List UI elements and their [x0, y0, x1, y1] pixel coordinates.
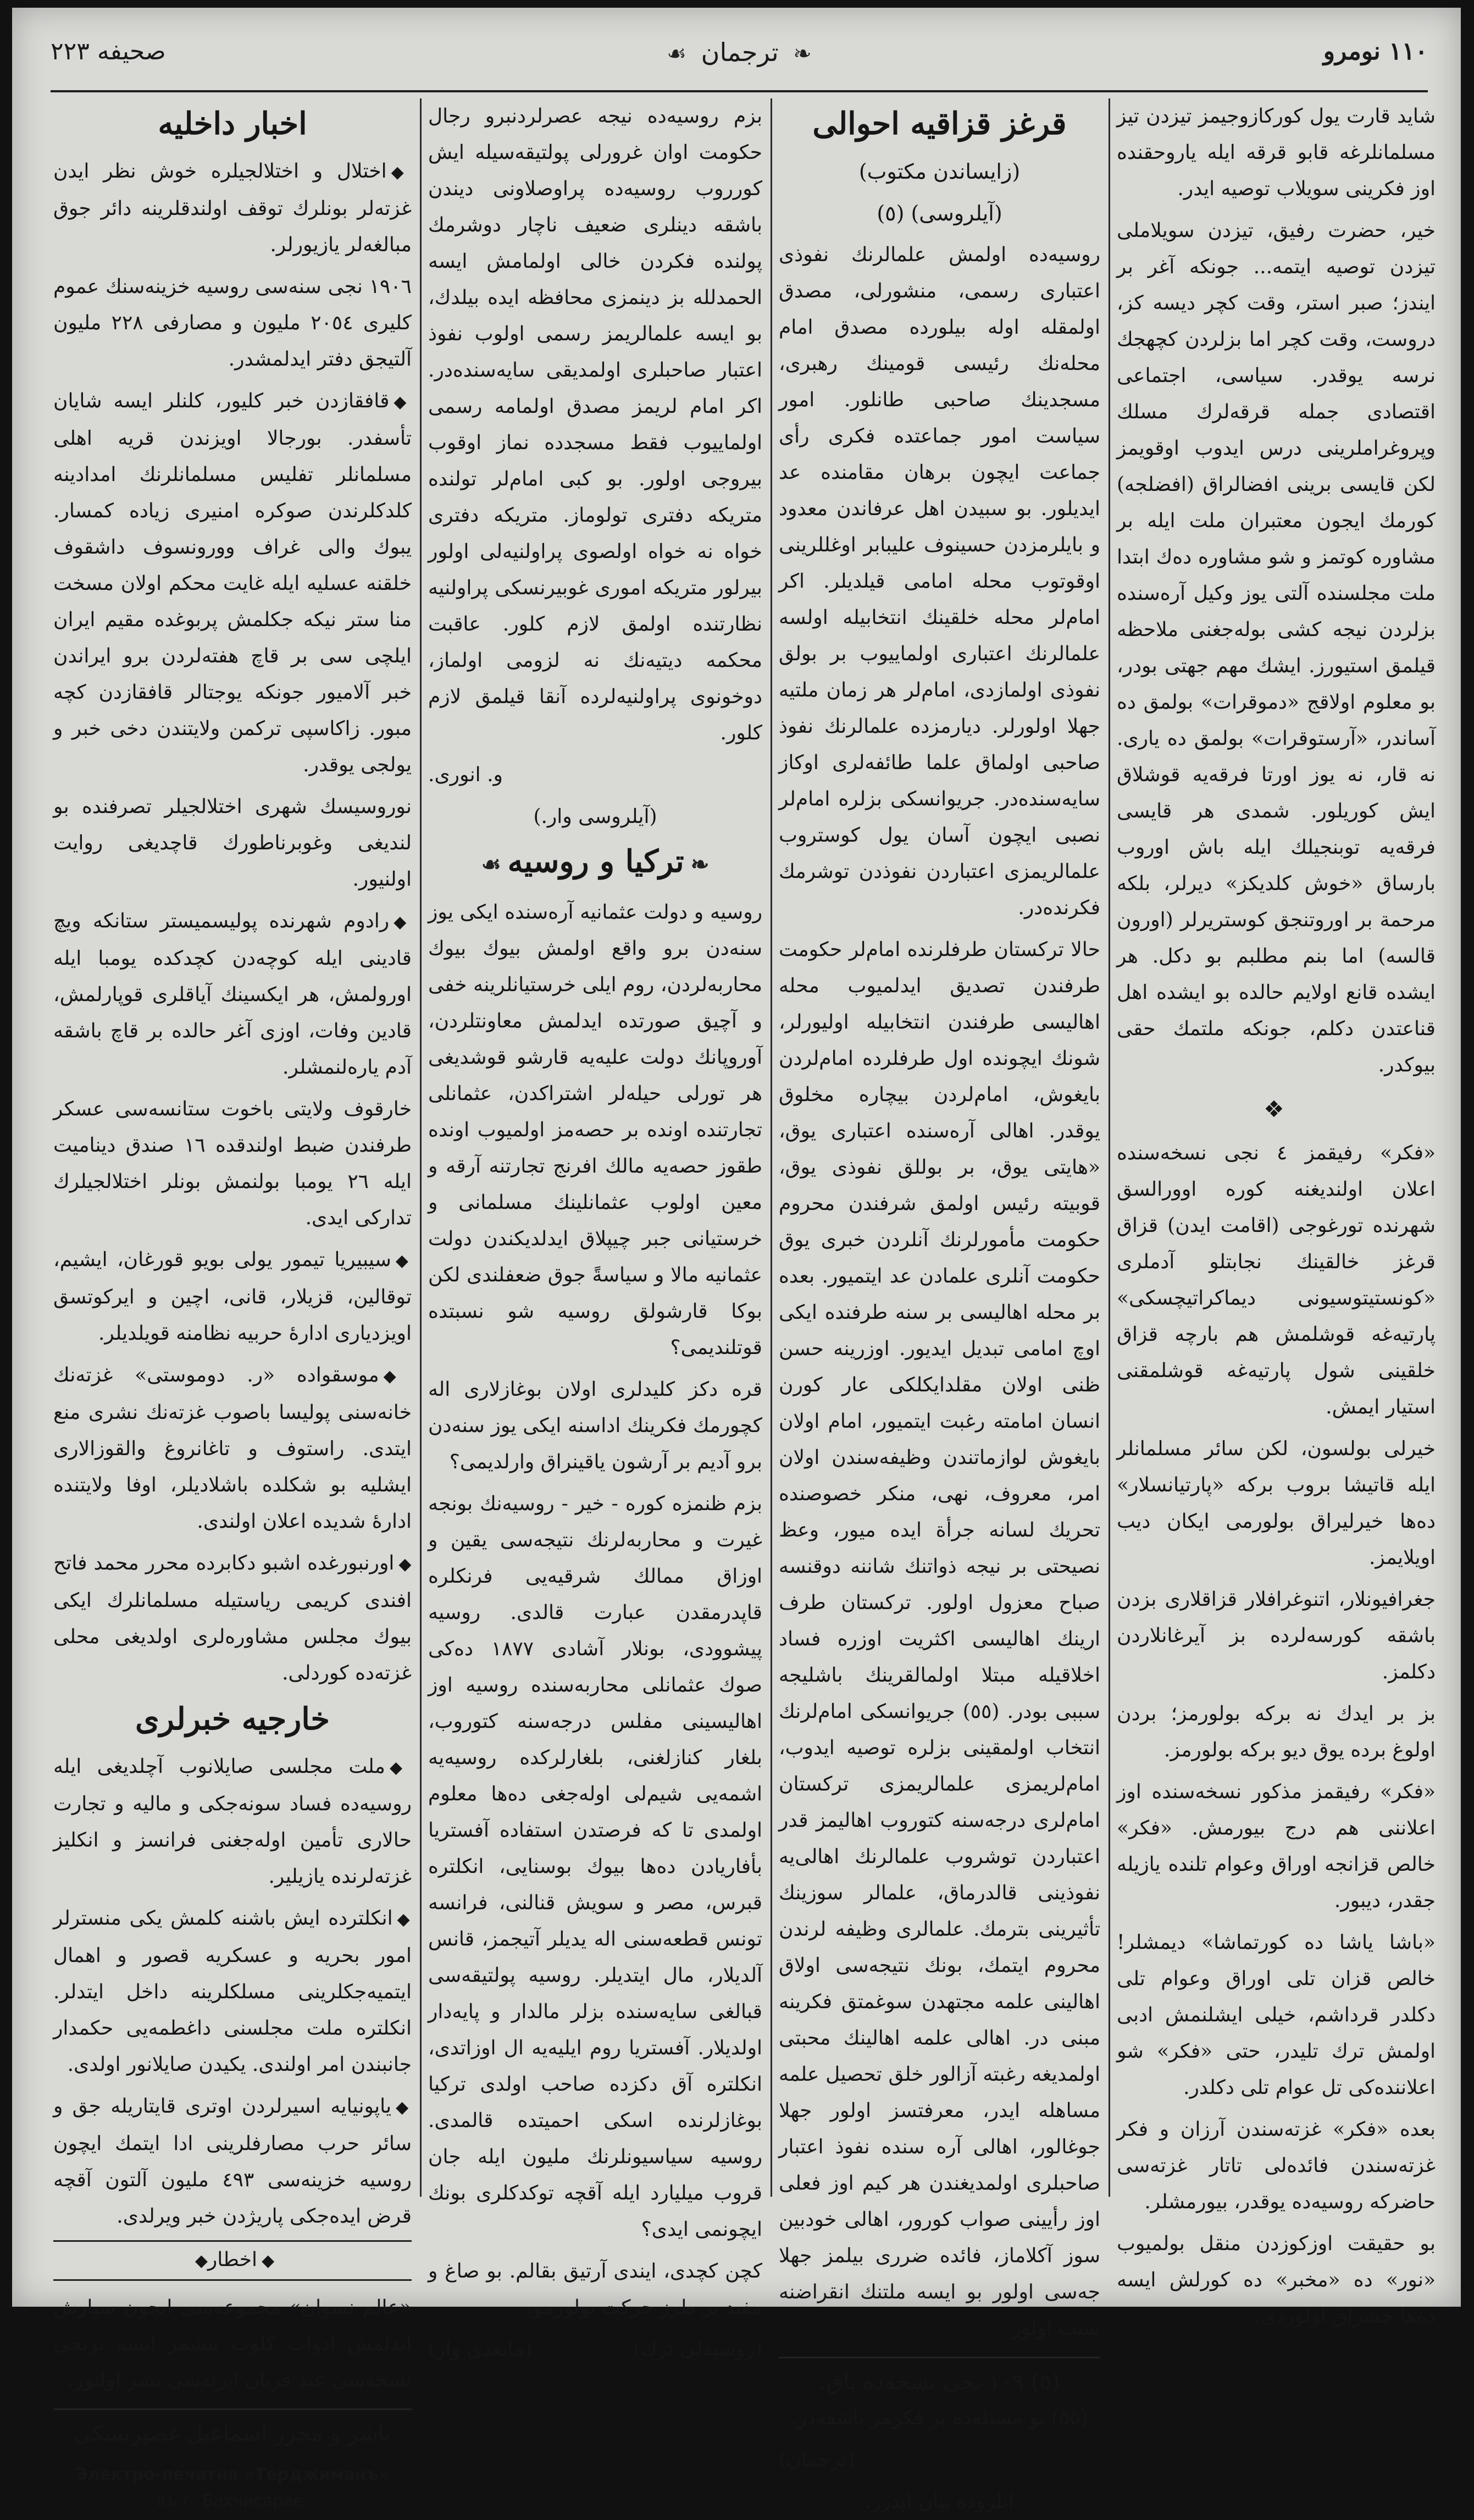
news-text: قافقازدن خبر کلیور، کلنلر ایسه شایان تأسفدر. بورجالا اویزندن قریه اهلی مسلمانلر تفلیس مسلمانلرنك امدادینه کلدکلرندن صوکره امنیری زیاده کمسار. یبوك والی غراف وورونسوف داشقوف خلقنه عسلیه ایله غایت محکم اولان مسخت منا ستر نیکه جکلمش پربوغده مقیم ایران ایلچی سی بر قاچ هفته‌لردن برو ایراندن خبر آلامیور جونکه یوجتالر قافقازدن کچه مبور. زاکاسپی ترکمن ولایتندن دخی خبر و یولجی یوقدر.: [53, 390, 412, 776]
news-text: نوروسیسك شهری اختلالجیلر تصرفنده بو لندیغی وغوبرناطورك قاچدیغی روایت اولنیور.: [53, 795, 412, 891]
news-item: [53, 789, 412, 898]
paragraph: خیر، حضرت رفیق، تیزدن سویلاملی تیزدن توصیه ایتمه... جونکه آغر بر ایندز؛ صبر استر، وقت کچر دیسه کز، دروست، وقت کچر اما بزلردن کچهجك نرسه یوقدر. سیاسی، اجتماعی اقتصادی جمله قرقه‌لرك مسلك وپروغراملرینی درس ایدوب اوقویمز لکن قایسی برینی افضالراق (افضلجه) کورمك ایجون معتبران ملت ایله بر مشاوره کوتمز و شو مشاوره ده‌ك ابتدا ملت مجلسنده آلتی یوز وکیل آره‌سنده بزلردن نیجه کشی بوله‌جغنی ملاحظه قیلمق استیورز. ایشك مهم جهتی بودر، بو معلوم اولاقج «دموقرات» بولمق ده آساندر، «آرستوقرات» بولمق ده یاری. نه قار، نه یوز اورتا فرقه‌یه قوشلاق ایش کوریلور. شمدی هر قایسی فرقه‌یه توبنجیلك ایله باش اوروب بارساق «خوش کلدیکز» دیرلر، بلکه مرحمة بر اوروتنجق کوستریرلر (اورون قالسه) اما بنم مطلبم بو دکل. هر ایشده قانع اولایم حالده بو ایشده اهل قناعتدن دکلم، جونکه ملتمك حقی بیوکدر.: [1117, 219, 1436, 1076]
paper-title: [660, 37, 818, 67]
news-item: [53, 903, 412, 1086]
notice-text: «عالم نسوان» مجموعه‌سی ایچون سپارش ایدلمش ادوات کلوب یتشمز ایسه برنجی نسخه‌سی عید قربان ایرته‌سی نشر اولنور.: [53, 2296, 412, 2391]
section-title: خارجیه خبرلری: [135, 1701, 330, 1737]
closing-line: ایلروده بیان ایدرز.: [865, 2490, 1014, 2513]
bullet-icon: ◆: [394, 393, 412, 412]
paragraph: بزم روسیه‌ده نیجه عصرلردنبرو رجال حکومت اوان غرورلی پولتیقه‌سیله ایش کورروب روسیه‌ده پراوصلاونی دیندن باشقه دینلری ضعیف ناچار دوشرمك پولنده فکردن خالی اولمامش ایسه الحمدلله بز دینمزی محافظه ایده بیلدك، بو ایسه علمالریمز رسمی اولوب نفوذ اعتبار صاحبلری اولمدیقی سایه‌سنده‌در. اکر امام لریمز مصدق اولمامه رسمی اولماییوب فقط مسجدده نماز اوقوب بیروجی اولور. بو کبی امام‌لر تولنده متریکه دفتری تولوماز. متریکه دفتری خواه نه خواه اولصوی پراولنیه‌لی اولور بیرلور متریکه اموری غوبیرنسکی پراولنیه نظارتنده اولمق لازم کلور. عاقبت محکمه دیتیه‌نك نه لزومی اولماز، دوخونوی پراولنیه‌لرده آنقا قیلمق لازم کلور.: [428, 105, 762, 744]
section-separator: ❖: [1264, 1096, 1289, 1123]
author-signature: و. انوری.: [428, 764, 503, 786]
paragraph: جغرافیونلار، اتنوغرافلار قزاقلاری بزدن باشقه کورسه‌لرده بز آیرغانلاردن دکلمز.: [1117, 1588, 1436, 1683]
column-rule: [1109, 98, 1110, 2197]
column-1: [1117, 98, 1436, 2328]
paragraph: بزم ظنمزه کوره - خیر - روسیه‌نك بونجه غیرت و محاربه‌لرنك نتیجه‌سی یقین و اوزاق ممالك شرقیه‌یی فرنکلره قاپدرمقدن عبارت قالدی. روسیه پیشوودی، بونلار آشادی ۱۸۷۷ ده‌کی صوك عثمانلی محاربه‌سنده روسیه اوز اهالیسینی مفلس درجه‌سنه کتوروب، بلغار کنازلغنی، بلغارلرکده روسیه‌یه اشمه‌یی شیم‌لی اوله‌جغی ده‌ها معلوم اولمدی تا که فرصتدن استفاده آفستریا بأفاریادن ده‌ها بیوك بوسنایی، انکلتره قبرس، مصر و سویش قنالنی، فرانسه تونس قطعه‌سنی اله یدیلر آتیجمز، قانس آلدیلار، مال ایتدیلر. روسیه پولتیقه‌سی قبالغی سایه‌سنده بزلر مالدار و پایه‌دار اولدیلار. آفستریا روم ایلیه‌یه ال اوزاتدی، انکلتره آق دکزده صاحب اولدی ترکیا بوغازلرنده اسکی احمیتده قالمدی. روسیه سیاسیونلرنك ملیون ایله جان قروب میلیارد ایله آقچه توکدکلری بونك ایچونمی ایدی؟: [428, 1493, 762, 2241]
ornament-icon: ☙: [667, 41, 687, 67]
news-item: [53, 1900, 412, 2083]
bullet-icon: ◆: [195, 2251, 208, 2270]
news-text: خارقوف ولایتی باخوت ستانسه‌سی عسکر طرفندن ضبط اولندقده ١٦ صندق دینامیت ایله ٢٦ یومبا بولنمش بونلر اختلالجیلرك تدارکی ایدی.: [53, 1098, 412, 1229]
news-item: [53, 1091, 412, 1236]
paragraph: روسیه‌ده اولمش علمالرنك نفوذی اعتباری رسمی، منشورلی، مصدق اولمقله اوله بیلورده مصدق امام محله‌نك رئیسی قومینك رهبری، مسجدینك صاحبی طانلور. امور سیاست امور جماعتده فکری رأی جماعت ایچون برهان مقامنده عد ایدیلور. بو سبیدن اهل عرفاندن معدود و بایلرمزدن حسینوف علیبابر اوغللرینی اوقوتوب محله امامی قیلدیلر. اکر امام‌لر محله خلقینك انتخابیله اولسه علمالرنك اعتباری اولماییوب بر بولق نفوذی اولمازدی، امام‌لر هر زمان ملتیه جهلا اولورلر. دیارمزده علمالرنك نفوذ صاحبی اولماق علما طائفه‌لری اوکاز سایه‌سنده‌در. جریوانسکی بزلره امام‌لر نصبی ایچون آسان یول کوستروب علمالریمزی اعتباردن نفوذدن توشرمك فکرنده‌در.: [779, 244, 1100, 919]
bullet-icon: ◆: [391, 163, 412, 182]
footer-row: [428, 2331, 762, 2368]
paragraph: بو حقیقت اوزکوزدن منقل بولمیوب «نور» ده «مخبر» ده کورلش ایسه ده‌ها خشراق اولوردی.: [1117, 2232, 1436, 2328]
news-item: [53, 2088, 412, 2235]
paragraph: «فکر» رفیقمز مذکور نسخه‌سنده اوز اعلاننی هم درج بیورمش. «فکر» خالص قزانجه اوراق وعوام تلنده یازیله جقدر، دیبور.: [1117, 1781, 1436, 1912]
paragraph: خیرلی بولسون، لکن سائر مسلمانلر ایله قاتیشا بروب برکه «پارتیانسلار» ده‌ها خیرلیراق بولورمی ایکان دیب اویلایمز.: [1117, 1438, 1436, 1569]
newspaper-page: [12, 8, 1461, 2513]
news-text: رادوم شهرنده پولیسمیستر ستانکه ویچ قادینی ایله کوچه‌دن کچدکده یومبا ایله اورولمش، هر ایکسینك آیاقلری قوپارلمش، قادین وفات، اوزی آغر حالده بر قاچ باشقه آدم یاره‌لنمشلر.: [53, 910, 412, 1079]
column-2: [779, 98, 1100, 2513]
news-text: موسقواده «ر. دوموستی» غزته‌نك خانه‌سنی پولیسا باصوب غزته‌نك نشری منع ایتدی. راستوف و تاغانروغ والقوزالاری ایشلیه بو شکلده باشلادیلر، اوفا ولایتنده ادارهٔ شدیده اعلان اولندی.: [53, 1364, 412, 1533]
column-4: [53, 98, 412, 2511]
author-signature: (روسیه‌لی ترك): [633, 2338, 762, 2361]
news-text: انکلترده ایش باشنه کلمش یکی منسترلر امور بحریه و عسکریه قصور و اهمال ایتمیه‌جکلرینی مسلکلرینه داخل ایتدلر. انکلتره ملت مجلسنی داغطمه‌یی حکمدار جانبندن امر اولندی. یکیدن صایلانور اولدی.: [53, 1907, 412, 2076]
continued-note: (مابعدی وار): [428, 2338, 533, 2361]
footnote: (٥) ١٠٩ نجی نسخه‌ده باق.: [779, 2357, 1100, 2400]
title-text: ترکیا و روسیه: [507, 843, 684, 880]
page-number: صحیفه ۲۲۳: [51, 37, 166, 65]
paragraph: شاید قارت یول کورکازوجیمز تیزدن تیز مسلمانلرغه قابو قرقه ایله یاروحقنده اوز فکرینی سویلاب توصیه ایدر.: [1117, 105, 1436, 200]
bullet-icon: ◆: [262, 2251, 275, 2270]
news-item: [53, 1357, 412, 1540]
issue-number: ۱۱۰ نومرو: [1323, 37, 1428, 65]
notice-title-text: اخطار: [207, 2248, 258, 2271]
paragraph: حالا ترکستان طرفلرنده امام‌لر حکومت طرفندن تصدیق ایدلمیوب محله اهالیسی طرفندن انتخابیله اولیورلر، شونك ایچونده اول طرفلرده امام‌لردن بایغوش، امام‌لردن بیچاره مخلوق یوقدر. اهالی آره‌سنده اعتباری یوق، «هایتی یوق، بر بوللق نفوذی یوق، قوبیته رئیس اولمق شرفندن محروم حکومت مأمورلرنك آنلردن خبری یوق حکومت آنلری علمادن عد ایتمیور. بعده بر محله اهالیسی بر سنه طرفنده ایکی اوچ امامی تبدیل ایدیور. اوزرینه حسن ظنی اولان مقلدایکلکی عار کورن انسان امامته رغبت ایتمیور، امام اولان بایغوش لوازماتندن وظیفه‌سندن اولان امر، معروف، نهی، منکر خصوصنده تحریك لسانه جرأة ایده میور، وعظ نصیحتی بر نیجه ذواتنك شاننه دوقنسه صباح معزول اولور. ترکستان طرف ارینك اهالیسی اکثریت اوزره فساد اخلاقیله مبتلا اولمالقرینك باشلیجه سببی بودر. (٥٥) جریوانسکی امام‌لرنك انتخاب اولمقینی بزلره توصیه ایدوب، امام‌لریمزی علمالریمزی ترکستان امام‌لری درجه‌سنه کتوروب اهالیمز قدر اعتباردن توشروب علمالرنك اهالی‌یه نفوذینی قالدرماق، علمالر سوزینك تأثیرینی بترمك. علمالری وظیفه لرندن محروم ایتمك، بونك نتیجه‌سی اولاق اهالینی علمه مجتهدن سوغمتق فکرینه مبنی در. اهالی علمه اهالینك محبتی اولمدیغه رغبته آزالور خلق تحصیل علمه مساهله ایدر، معرفتسز اولور جهلا جوغالور، اهالی آره سنده نفوذ اعتبار صاحبلری اولمدیغندن هر کیم اوز فعلی اوز رأیینی صواب کورور، اهالی خودبین سوز آکلاماز، فائده ضرری بیلمز جهلا جه‌سی اولور بو ایسه ملتنك انقراضنه سبب اولور.: [779, 938, 1100, 2340]
footnote: (٥٥) بو مسئله‌ده بز فکرمز باشقه‌در.: [791, 2407, 1088, 2429]
article-continuation: (آیلروسی) (٥): [877, 201, 1002, 225]
bullet-icon: ◆: [397, 1910, 412, 1929]
signature: (ترجمان): [779, 2449, 855, 2471]
masthead: [51, 30, 1428, 92]
article-subtitle: (زایساندن مکتوب): [858, 159, 1021, 184]
paragraph: روسیه و دولت عثمانیه آره‌سنده ایکی یوز سنه‌دن برو واقع اولمش بیوك بیوك محاربه‌لردن، روم ایلی خرستیانلرینه خفی و آچیق صورتده ایدلمش معاونتلردن، آورو‌پانك دولت علیه‌یه قارشو قوشدیغی هر تورلی حیله‌لر اشتراکدن، عثمانلی تجارتنده اونده بر حصه‌مز اولمیوب اونده طقوز حصه‌یه مالك افرنج تجارتنه آرقه و معین اولوب عثمانلینك مسلمانی و خرستیانی جبر چیپلاق ایدلدیکندن دولت عثمانیه مالا و سیاسةً جوق ضعفلندی لکن بوکا قارشولق روسیه شو نسبتده قوتلندیمی؟: [428, 901, 762, 1359]
paragraph: قره دکز کلیدلری اولان بوغازلاری اله کچورمك فکرینك اداسنه ایکی یوز سنه‌دن برو آدیم بر آرشون یاقینراق وارلدیمی؟: [428, 1378, 762, 1473]
paragraph: کچن کچدی، ایندی آرتیق بقالم. بو صاغ و مفید بر طرز حرکت بولورمو.: [428, 2260, 762, 2319]
news-text: اورنبورغده اشبو دکابرده محرر محمد فاتح افندی کریمی ریاستیله مسلمانلرك ایکی بیوك مجلس مشاوره‌لری اولدیغی محلی غزته‌ده کوردلی.: [53, 1552, 412, 1684]
ornament-icon: ❧: [793, 41, 812, 67]
bullet-icon: ◆: [383, 1367, 412, 1386]
paragraph: بز بر ایدك نه برکه بولورمز؛ بردن اولوغ برده یوق دیو برکه بولورمز.: [1117, 1703, 1436, 1761]
imprint-line: Электро-печатня «Терджиманъ»: [75, 2465, 390, 2484]
publisher-line: ناشر و محرر اسماعیل غصپرنسکی: [53, 2408, 412, 2452]
bullet-icon: ◆: [398, 1555, 412, 1574]
news-item: [53, 269, 412, 378]
news-item: [53, 1545, 412, 1692]
news-item: [53, 153, 412, 263]
column-rule: [420, 98, 422, 2197]
column-rule: [771, 98, 772, 2197]
imprint-line: въ г. Бахчисарае.: [156, 2491, 309, 2511]
paragraph: «فکر» رفیقمز ٤ نجی نسخه‌سنده اعلان اولندیغنه کوره اوورالسق شهرنده تورغوجی (اقامت ایدن) قزاق قرغز خالقینك نجابتلو آدملری «کونستیتوسیونی دیماکراتیچسکی» پارتیه‌غه قوشلمش هم بارچه قزاق خلقینی شول پارتیه‌غه قوشلمقنی استیار ایمش.: [1117, 1142, 1436, 1418]
ornament-icon: ☙: [481, 852, 501, 877]
paragraph: بعده «فکر» غزته‌سندن آرزان و فکر غزته‌سندن فائده‌لی تاتار غزته‌سی حاضرکه روسیه‌ده یوقدر، بیورمشلر.: [1117, 2118, 1436, 2213]
article-title: [428, 839, 762, 887]
news-item: [53, 1749, 412, 1895]
news-text: ١٩٠٦ نجی سنه‌سی روسیه خزینه‌سنك عموم کلیری ٢٠٥٤ ملیون و مصارفی ٢٢٨ ملیون آلتیجق دفتر ایدلمشدر.: [53, 275, 412, 371]
news-item: [53, 1242, 412, 1352]
news-text: اختلال و اختلالجیلره خوش نظر ایدن غزته‌لر بونلرك توقف اولندقلرینه دائر جوق مبالغه‌لر یازیورلر.: [53, 160, 412, 256]
ornament-icon: ❧: [690, 852, 710, 877]
bullet-icon: ◆: [394, 913, 412, 932]
paragraph: «باشا یاشا ده کورتماشا» دیمشلر! خالص قزان تلی اوراق وعوام تلی دکلدر قرداشم، خیلی ایشلنمش ادبی اولمش ترك تلیدر، حتی «فکر» شو اعلاننده‌کی تل عوام تلی دکلدر.: [1117, 1931, 1436, 2099]
paper-name: ترجمان: [701, 37, 779, 67]
continued-note: (آیلروسی وار.): [533, 805, 657, 828]
news-text: ملت مجلسی صایلانوب آچلدیغی ایله روسیه‌ده فساد سونه‌جکی و مالیه و تجارت حالاری تأمین اوله‌جغنی فرانسز و انکلیز غزته‌لرنده یازیلیر.: [53, 1755, 412, 1888]
printer-imprint: [53, 2462, 412, 2515]
notice-title: [53, 2240, 412, 2281]
column-3: [428, 98, 762, 2361]
news-text: یاپونیایه اسیرلردن اوتری قایتاریله جق و سائر حرب مصارفلرینی ادا ایتمك ایچون روسیه خزینه‌سی ٤٩٣ ملیون آلتون آقچه قرض ایده‌جکی پاریژدن خبر ویرلدی.: [53, 2095, 412, 2228]
bullet-icon: ◆: [389, 1758, 412, 1777]
section-title: اخبار داخلیه: [158, 106, 307, 142]
bullet-icon: ◆: [395, 1251, 412, 1270]
article-title: قرغز قزاقیه احوالی: [812, 106, 1067, 142]
bullet-icon: ◆: [396, 2098, 412, 2117]
news-item: [53, 383, 412, 783]
news-text: سیبیریا تیمور یولی بویو قورغان، ایشیم، توقالین، قزیلار، قانی، اچین و ایرکوتسق اویزدیاری ادارهٔ حربیه نظامنه قویلدیلر.: [53, 1248, 412, 1345]
